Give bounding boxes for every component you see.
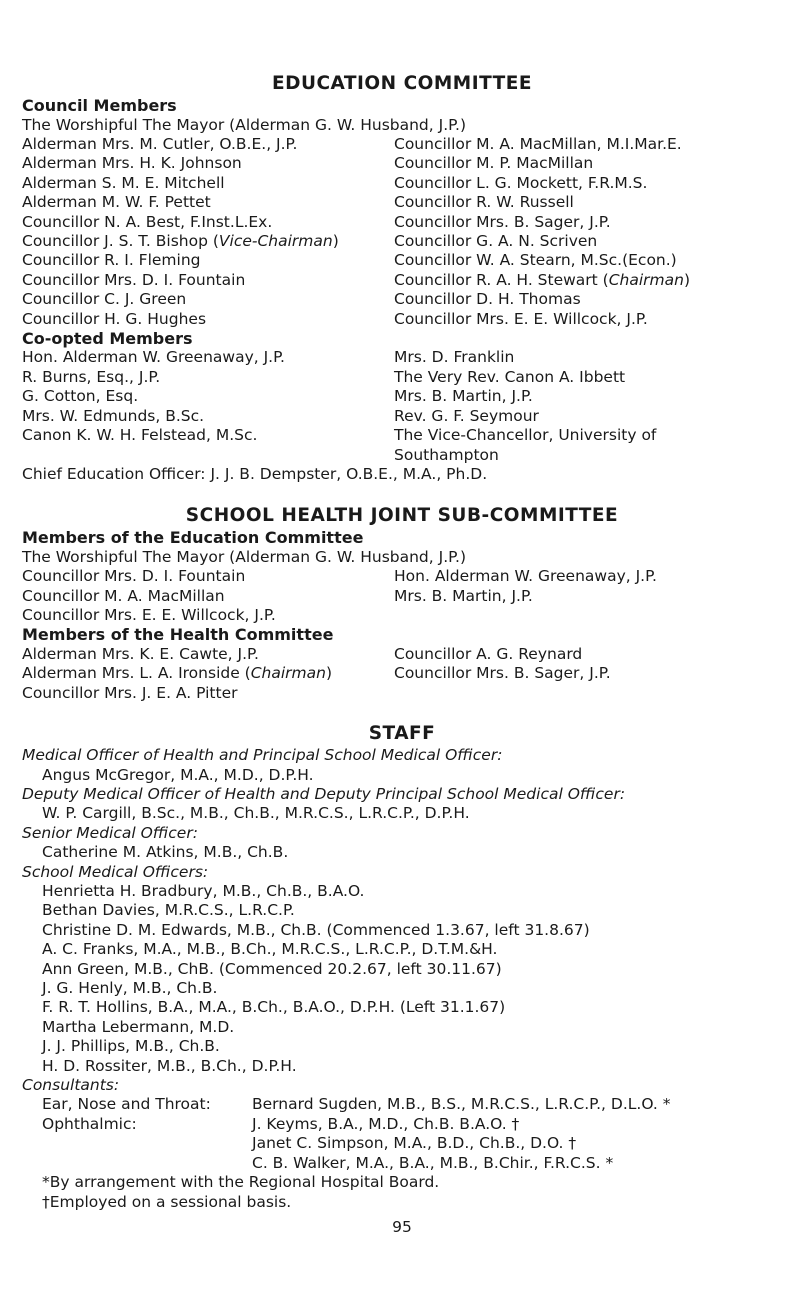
school-health-title: SCHOOL HEALTH JOINT SUB-COMMITTEE [185,505,619,527]
council-member: Alderman Mrs. M. Cutler, O.B.E., J.P. [22,134,298,153]
school-mo-name: H. D. Rossiter, M.B., B.Ch., D.P.H. [42,1056,297,1075]
ent-name: Bernard Sugden, M.B., B.S., M.R.C.S., L.R.C.P., D.L.O. * [252,1095,671,1114]
school-mo-name: Christine D. M. Edwards, M.B., Ch.B. (Commenced 1.3.67, left 31.8.67) [42,920,590,939]
council-member: Councillor W. A. Stearn, M.Sc.(Econ.) [394,251,677,270]
consultant-row [22,1115,782,1134]
council-member: Alderman S. M. E. Mitchell [22,173,225,192]
council-member: Councillor R. I. Fleming [22,251,201,270]
ophthalmic-label: Ophthalmic: [42,1114,137,1133]
coopted-right-column [394,348,782,464]
council-member: Councillor C. J. Green [22,290,187,309]
council-member: Councillor R. A. H. Stewart (Chairman) [394,270,691,289]
council-member: Councillor G. A. N. Scriven [394,231,598,250]
member-row [22,587,782,606]
coopted-members-heading: Co-opted Members [22,328,193,348]
council-member: Councillor R. W. Russell [394,193,574,212]
consultants-title: Consultants: [22,1076,120,1095]
consultant-row [22,1134,782,1153]
council-member: Councillor Mrs. D. I. Fountain [22,270,246,289]
member: Councillor A. G. Reynard [394,644,583,663]
coopted-member: Mrs. B. Martin, J.P. [394,387,533,406]
mo-title: Medical Officer of Health and Principal School Medical Officer: [22,746,503,765]
coopted-left-column [22,348,394,464]
member-row [22,606,782,625]
ent-label: Ear, Nose and Throat: [42,1095,211,1114]
ophthalmic-name: J. Keyms, B.A., M.D., Ch.B. B.A.O. † [252,1114,520,1133]
member: Councillor Mrs. D. I. Fountain [22,567,246,586]
coopted-member: Mrs. W. Edmunds, B.Sc. [22,406,205,425]
chief-education-officer: Chief Education Officer: J. J. B. Dempster, O.B.E., M.A., Ph.D. [22,464,488,483]
school-mo-name: Henrietta H. Bradbury, M.B., Ch.B., B.A.O. [42,882,365,900]
council-member: Councillor H. G. Hughes [22,309,207,328]
school-mo-name: Bethan Davies, M.R.C.S., L.R.C.P. [42,901,295,920]
coopted-member: Rev. G. F. Seymour [394,406,539,425]
school-mo-name: F. R. T. Hollins, B.A., M.A., B.Ch., B.A.O., D.P.H. (Left 31.1.67) [42,998,506,1017]
smo-title: Senior Medical Officer: [22,823,198,842]
coopted-member: Southampton [394,445,499,464]
school-mo-name: J. G. Henly, M.B., Ch.B. [42,979,218,998]
footnote: *By arrangement with the Regional Hospital Board. [42,1173,440,1192]
council-member: Councillor N. A. Best, F.Inst.L.Ex. [22,212,273,231]
school-mo-title: School Medical Officers: [22,862,209,881]
coopted-member: The Vice-Chancellor, University of [394,426,657,445]
council-members-left-column [22,135,394,329]
council-member: Councillor M. A. MacMillan, M.I.Mar.E. [394,134,682,153]
document-page [22,72,782,1237]
council-members-right-column [394,135,782,329]
school-mo-name: Ann Green, M.B., ChB. (Commenced 20.2.67, left 30.11.67) [42,959,502,978]
ophthalmic-name: C. B. Walker, M.A., B.A., M.B., B.Chir., F.R.C.S. * [252,1153,614,1172]
mayor-line: The Worshipful The Mayor (Alderman G. W. Husband, J.P.) [22,547,467,566]
coopted-members-list [22,348,782,464]
council-member: Alderman M. W. F. Pettet [22,193,211,212]
coopted-member: Canon K. W. H. Felstead, M.Sc. [22,426,258,445]
council-member: Councillor J. S. T. Bishop (Vice-Chairman) [22,231,339,250]
member: Alderman Mrs. K. E. Cawte, J.P. [22,644,259,663]
consultant-row [22,1154,782,1173]
dmo-name: W. P. Cargill, B.Sc., M.B., Ch.B., M.R.C.S., L.R.C.P., D.P.H. [42,804,470,823]
health-members-heading: Members of the Health Committee [22,625,334,645]
member-row [22,664,782,683]
education-members-heading: Members of the Education Committee [22,528,364,548]
dmo-title: Deputy Medical Officer of Health and Deputy Principal School Medical Officer: [22,784,626,803]
smo-name: Catherine M. Atkins, M.B., Ch.B. [42,843,289,862]
member: Councillor Mrs. J. E. A. Pitter [22,683,238,702]
member: Alderman Mrs. L. A. Ironside (Chairman) [22,664,333,683]
member-row [22,567,782,586]
council-member: Councillor L. G. Mockett, F.R.M.S. [394,173,648,192]
council-member: Councillor D. H. Thomas [394,290,581,309]
council-member: Councillor Mrs. E. E. Willcock, J.P. [394,309,648,328]
council-members-list [22,135,782,329]
staff-title: STAFF [368,723,436,745]
council-member: Alderman Mrs. H. K. Johnson [22,154,242,173]
member-row [22,645,782,664]
school-mo-name: J. J. Phillips, M.B., Ch.B. [42,1037,220,1056]
school-mo-name: A. C. Franks, M.A., M.B., B.Ch., M.R.C.S., L.R.C.P., D.T.M.&H. [42,940,498,959]
council-member: Councillor Mrs. B. Sager, J.P. [394,212,611,231]
coopted-member: Hon. Alderman W. Greenaway, J.P. [22,348,285,367]
coopted-member: R. Burns, Esq., J.P. [22,367,161,386]
school-mo-name: Martha Lebermann, M.D. [42,1017,235,1036]
footnote: †Employed on a sessional basis. [42,1192,292,1211]
coopted-member: G. Cotton, Esq. [22,387,139,406]
council-member: Councillor M. P. MacMillan [394,154,594,173]
member: Councillor Mrs. E. E. Willcock, J.P. [22,606,276,625]
mo-name: Angus McGregor, M.A., M.D., D.P.H. [42,765,314,784]
member-row [22,684,782,703]
education-committee-title: EDUCATION COMMITTEE [271,73,533,94]
ophthalmic-name: Janet C. Simpson, M.A., B.D., Ch.B., D.O. † [252,1134,577,1153]
page-number: 95 [392,1217,412,1236]
member: Councillor M. A. MacMillan [22,586,225,605]
council-members-heading: Council Members [22,96,177,115]
member: Councillor Mrs. B. Sager, J.P. [394,664,611,683]
coopted-member: The Very Rev. Canon A. Ibbett [394,367,626,386]
coopted-member: Mrs. D. Franklin [394,348,515,367]
consultant-row [22,1095,782,1114]
mayor-line: The Worshipful The Mayor (Alderman G. W. Husband, J.P.) [22,115,467,134]
member: Hon. Alderman W. Greenaway, J.P. [394,567,657,586]
member: Mrs. B. Martin, J.P. [394,586,533,605]
